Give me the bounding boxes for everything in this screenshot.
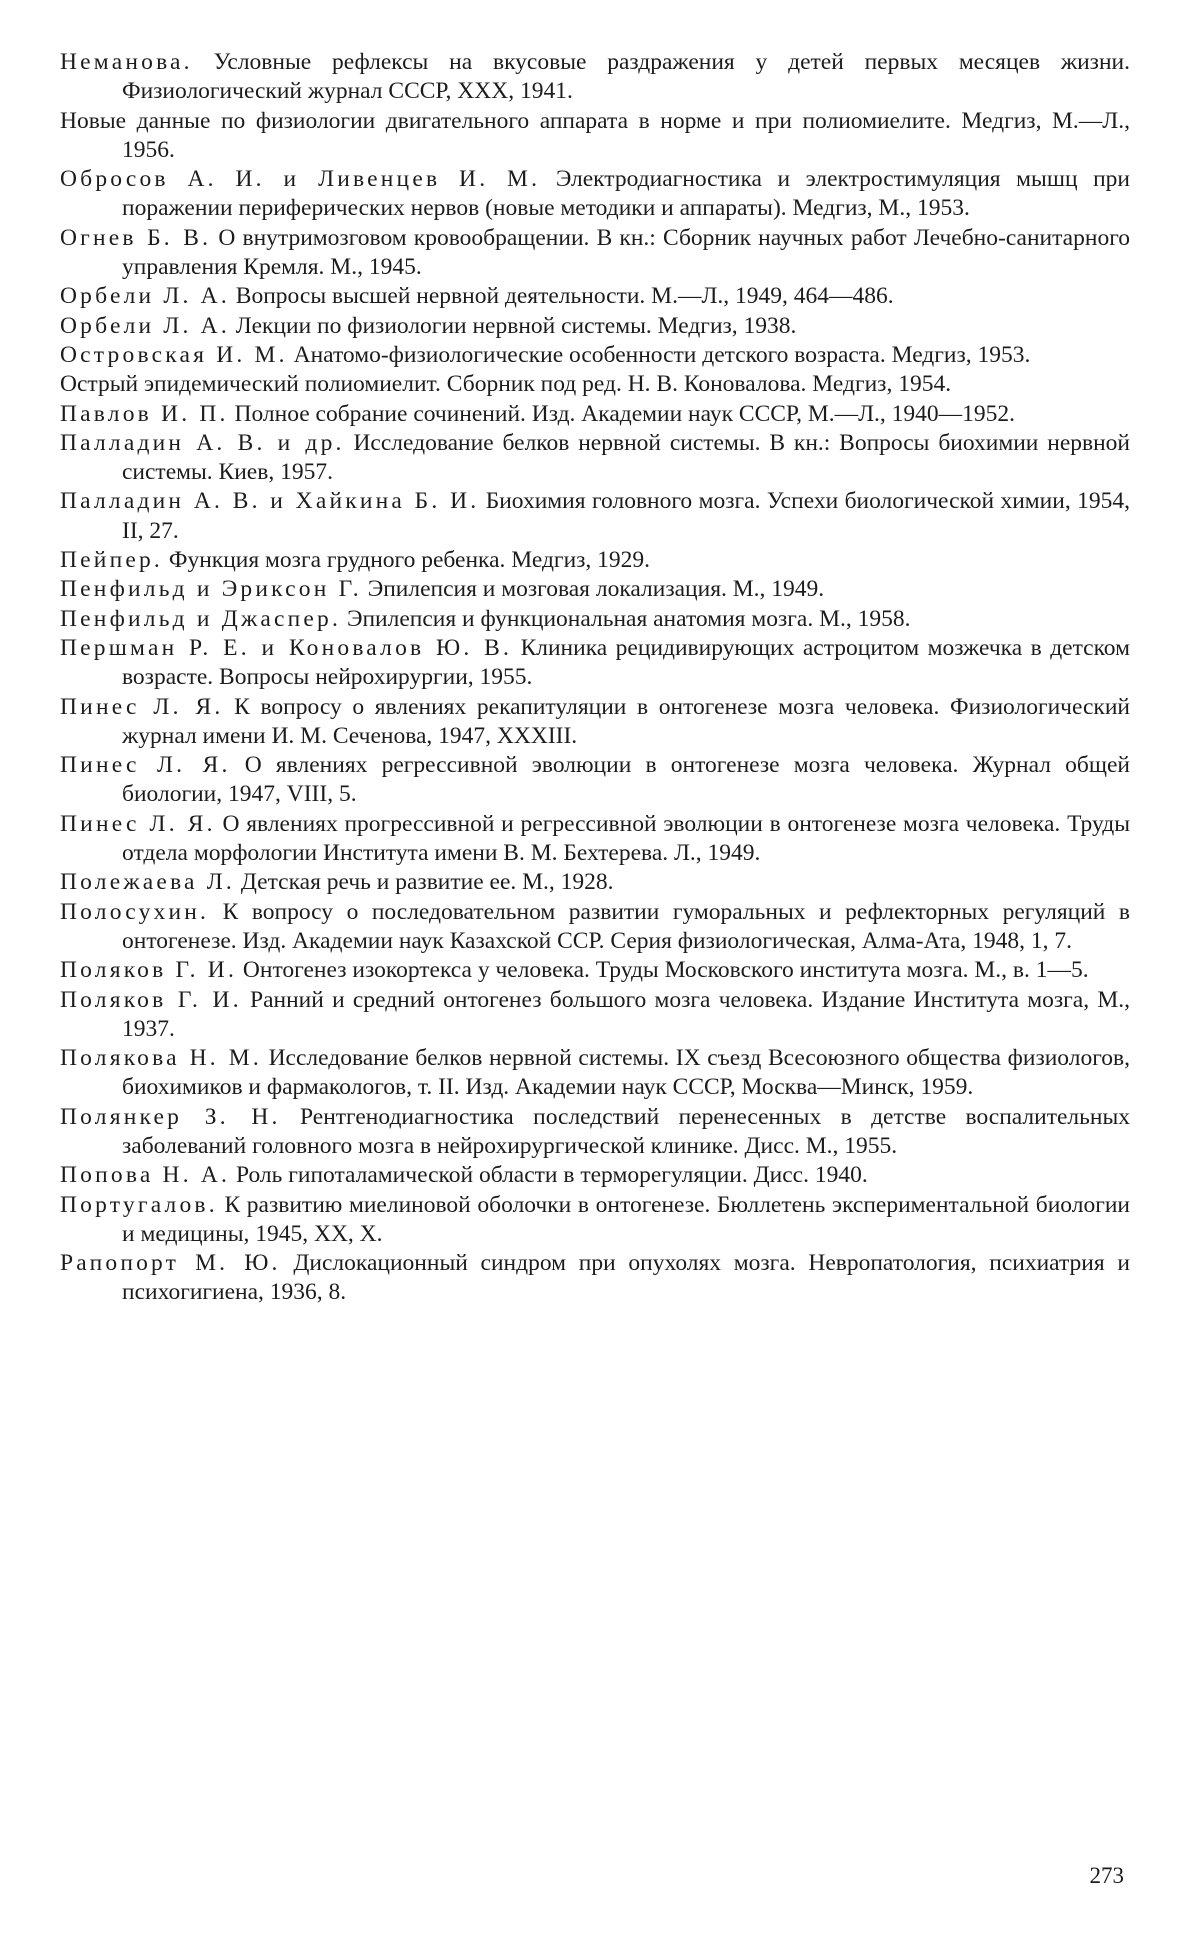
bibliography-entry <box>60 605 1130 634</box>
bibliography-entry <box>60 546 1130 575</box>
entry-author: Поляков Г. И. <box>60 957 238 984</box>
entry-text: Вопросы высшей нервной деятельности. М.—Л., 1949, 464—486. <box>229 283 894 310</box>
entry-text: Дислокационный синдром при опухолях мозга. Невропатология, психиатрия и психогигиена, 1936, 8. <box>122 1250 1131 1306</box>
bibliography-entry <box>60 400 1130 429</box>
entry-text: Новые данные по физиологии двигательного аппарата в норме и при полиомиелите. Медгиз, М.—Л., 1956. <box>60 107 1130 163</box>
entry-text: Ранний и средний онтогенез большого мозга человека. Издание Института мозга, М., 1937. <box>122 986 1131 1042</box>
entry-author: Полянкер З. Н. <box>60 1103 281 1130</box>
bibliography-entry <box>60 224 1130 283</box>
entry-author: Поляков Г. И. <box>60 986 242 1013</box>
entry-text: К вопросу о последовательном развитии гуморальных и рефлекторных регуляций в онтогенезе. Изд. Академии наук Казахской ССР. Серия физиологическая, Алма-Ата, 1948, 1, 7. <box>122 898 1130 954</box>
entry-author: Пенфильд и Джаспер. <box>60 605 342 632</box>
bibliography-entry <box>60 1161 1130 1190</box>
entry-text: Полное собрание сочинений. Изд. Академии наук СССР, М.—Л., 1940—1952. <box>228 400 1016 427</box>
entry-text: Детская речь и развитие ее. М., 1928. <box>234 869 614 896</box>
entry-author: Полежаева Л. <box>60 869 235 896</box>
bibliography-entry <box>60 810 1130 869</box>
entry-text: К развитию миелиновой оболочки в онтогенезе. Бюллетень экспериментальной биологии и медицины, 1945, XX, X. <box>122 1191 1130 1247</box>
entry-text: Клиника рецидивирующих астроцитом мозжечка в детском возрасте. Вопросы нейрохирургии, 1955. <box>122 634 1130 691</box>
bibliography-entry <box>60 693 1130 752</box>
entry-text: Роль гипоталамической области в терморегуляции. Дисс. 1940. <box>230 1162 868 1189</box>
bibliography-entry <box>60 751 1130 810</box>
entry-text: Биохимия головного мозга. Успехи биологической химии, 1954, II, 27. <box>122 488 1130 544</box>
bibliography-entry <box>60 429 1130 488</box>
bibliography-entry <box>60 370 1130 399</box>
bibliography-entry <box>60 956 1130 985</box>
entry-author: Островская И. М. <box>60 341 288 368</box>
entry-author: Португалов. <box>60 1191 218 1218</box>
bibliography-entry <box>60 1044 1130 1103</box>
entry-author: Пинес Л. Я. <box>60 693 224 720</box>
bibliography-entry <box>60 986 1130 1045</box>
entry-text: Онтогенез изокортекса у человека. Труды Московского института мозга. М., в. 1—5. <box>237 957 1089 984</box>
entry-author: Пейпер. <box>60 547 164 574</box>
bibliography-entry <box>60 898 1130 957</box>
entry-text: Анатомо-физиологические особенности детского возраста. Медгиз, 1953. <box>287 341 1031 368</box>
entry-author: Пинес Л. Я. <box>60 752 231 779</box>
bibliography-entry <box>60 575 1130 604</box>
bibliography-entry <box>60 1191 1130 1250</box>
entry-text: Исследование белков нервной системы. В кн.: Вопросы биохимии нервной системы. Киев, 1957. <box>122 429 1130 486</box>
entry-text: Эпилепсия и мозговая локализация. М., 1949. <box>361 576 825 603</box>
entry-author: Першман Р. Е. и Коновалов Ю. В. <box>60 634 513 661</box>
bibliography-entry <box>60 868 1130 897</box>
entry-text: Лекции по физиологии нервной системы. Медгиз, 1938. <box>229 312 797 339</box>
entry-text: Эпилепсия и функциональная анатомия мозга. М., 1958. <box>341 605 911 632</box>
entry-author: Палладин А. В. и Хайкина Б. И. <box>60 488 480 515</box>
entry-author: Орбели Л. А. <box>60 312 230 339</box>
entry-author: Пенфильд и Эриксон Г. <box>60 576 362 603</box>
bibliography-entry <box>60 634 1130 693</box>
entry-author: Палладин А. В. и др. <box>60 429 345 456</box>
bibliography-entry <box>60 1249 1130 1308</box>
entry-author: Пинес Л. Я. <box>60 810 216 837</box>
entry-author: Попова Н. А. <box>60 1162 231 1189</box>
entry-text: О явлениях регрессивной эволюции в онтогенезе мозга человека. Журнал общей биологии, 1947, VIII, 5. <box>122 752 1130 808</box>
entry-author: Обросов А. И. и Ливенцев И. М. <box>60 166 541 193</box>
bibliography-entry <box>60 165 1130 224</box>
entry-text: Функция мозга грудного ребенка. Медгиз, 1929. <box>163 547 651 574</box>
entry-author: Павлов И. П. <box>60 400 229 427</box>
bibliography-entry <box>60 48 1130 107</box>
entry-author: Полосухин. <box>60 898 210 925</box>
entry-author: Неманова. <box>60 49 193 75</box>
entry-text: О явлениях прогрессивной и регрессивной эволюции в онтогенезе мозга человека. Труды отдела морфологии Института имени В. М. Бехтерева. Л., 1949. <box>122 810 1130 867</box>
entry-author: Орбели Л. А. <box>60 283 230 310</box>
entry-text: Острый эпидемический полиомиелит. Сборник под ред. Н. В. Коновалова. Медгиз, 1954. <box>60 371 952 398</box>
entry-text: Условные рефлексы на вкусовые раздражения у детей первых месяцев жизни. Физиологический журнал СССР, XXX, 1941. <box>122 49 1130 105</box>
bibliography-list <box>60 48 1130 1308</box>
entry-author: Полякова Н. М. <box>60 1045 262 1072</box>
entry-author: Рапопорт М. Ю. <box>60 1250 281 1277</box>
entry-text: К вопросу о явлениях рекапитуляции в онтогенезе мозга человека. Физиологический журнал имени И. М. Сеченова, 1947, XXXIII. <box>122 693 1130 749</box>
bibliography-entry <box>60 487 1130 546</box>
bibliography-entry <box>60 107 1130 166</box>
entry-text: О внутримозговом кровообращении. В кн.: Сборник научных работ Лечебно-санитарного управления Кремля. М., 1945. <box>122 224 1130 281</box>
bibliography-entry <box>60 282 1130 311</box>
entry-author: Огнев Б. В. <box>60 224 212 251</box>
bibliography-entry <box>60 1103 1130 1162</box>
entry-text: Рентгенодиагностика последствий перенесенных в детстве воспалительных заболеваний головного мозга в нейрохирургической клинике. Дисс. М., 1955. <box>122 1103 1130 1159</box>
bibliography-page <box>60 48 1130 1308</box>
page-number: 273 <box>1089 1863 1124 1888</box>
entry-text: Электродиагностика и электростимуляция мышц при поражении периферических нервов (новые методики и аппараты). Медгиз, М., 1953. <box>122 166 1130 222</box>
bibliography-entry <box>60 312 1130 341</box>
bibliography-entry <box>60 341 1130 370</box>
entry-text: Исследование белков нервной системы. IX съезд Всесоюзного общества физиологов, биохимиков и фармакологов, т. II. Изд. Академии наук СССР, Москва—Минск, 1959. <box>122 1045 1130 1101</box>
